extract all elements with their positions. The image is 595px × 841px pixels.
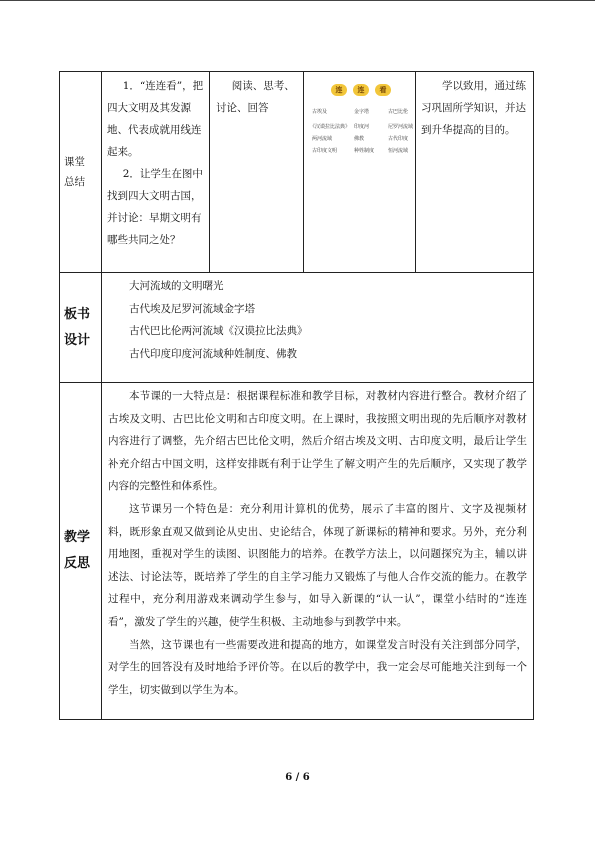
board-line: 古代印度印度河流域种姓制度、佛教 bbox=[129, 347, 297, 360]
label-board-design bbox=[60, 273, 102, 383]
design-purpose: 学以致用，通过练习巩固所学知识，并达到升华提高的目的。 bbox=[421, 80, 526, 136]
row-board-design bbox=[60, 273, 534, 383]
image-text: 金字塔 bbox=[354, 109, 370, 115]
lianlian-kan-image bbox=[304, 72, 415, 192]
label-line: 反思 bbox=[64, 556, 91, 571]
lianlian-image-cell bbox=[304, 72, 416, 273]
lianlian-title bbox=[331, 84, 391, 96]
activity-step-2: 2．让学生在图中找到四大文明古国，并讨论：早期文明有哪些共同之处？ bbox=[107, 168, 203, 246]
title-char: 连 bbox=[353, 84, 369, 96]
label-line: 教学 bbox=[64, 530, 91, 545]
page-number: 6 / 6 bbox=[285, 772, 310, 783]
image-text: 尼罗河流域 bbox=[388, 124, 414, 130]
image-text: 印度河 bbox=[354, 124, 370, 130]
board-design-content bbox=[102, 273, 534, 383]
image-text: 古巴比伦 bbox=[388, 109, 409, 115]
label-class-summary bbox=[60, 72, 102, 273]
image-text: 古代印度 bbox=[388, 136, 409, 142]
label-teaching-reflection bbox=[60, 383, 102, 720]
row-teaching-reflection bbox=[60, 383, 534, 720]
label-line: 总结 bbox=[64, 176, 85, 188]
image-text: 种姓制度 bbox=[354, 148, 375, 154]
image-text: 两河流域 bbox=[312, 136, 333, 142]
lesson-table bbox=[59, 71, 534, 720]
student-activity: 阅读、思考、讨论、回答 bbox=[216, 80, 295, 114]
image-text: 佛教 bbox=[354, 136, 365, 142]
design-purpose-cell bbox=[416, 72, 534, 273]
reflection-paragraph: 这节课另一个特色是：充分利用计算机的优势，展示了丰富的图片、文字及视频材料，既形象直观又做到论从史出、史论结合，体现了新课标的精神和要求。另外，充分利用地图，重视对学生的读图、识图能力的培养。在教学方法上，以问题探究为主，辅以讲述法、讨论法等，既培养了学生的自主学习能力又锻炼了与他人合作交流的能力。在教学过程中，充分利用游戏来调动学生参与，如导入新课的“认一认”，课堂小结时的“连连看”，激发了学生的兴趣，使学生积极、主动地参与到教学中来。 bbox=[108, 502, 527, 628]
image-text: 《汉谟拉比法典》 bbox=[310, 124, 351, 130]
image-text: 古印度文明 bbox=[312, 148, 338, 154]
reflection-paragraph: 当然，这节课也有一些需要改进和提高的地方，如课堂发言时没有关注到部分同学，对学生的回答没有及时地给予评价等。在以后的教学中，我一定会尽可能地关注到每一个学生，切实做到以学生为本。 bbox=[108, 638, 527, 696]
title-char: 连 bbox=[331, 84, 347, 96]
label-line: 设计 bbox=[64, 332, 91, 348]
student-activity-cell bbox=[210, 72, 304, 273]
title-char: 看 bbox=[375, 84, 391, 96]
image-text: 古埃及 bbox=[312, 109, 328, 115]
board-title: 大河流域的文明曙光 bbox=[129, 280, 224, 292]
teacher-activity-cell bbox=[102, 72, 210, 273]
label-line: 板书 bbox=[64, 306, 91, 322]
board-line: 古代巴比伦两河流域《汉谟拉比法典》 bbox=[129, 325, 308, 337]
reflection-content bbox=[102, 383, 534, 720]
board-line: 古代埃及尼罗河流域金字塔 bbox=[129, 302, 255, 315]
image-text: 恒河流域 bbox=[388, 148, 409, 154]
label-line: 课堂 bbox=[64, 156, 85, 168]
activity-step-1: 1．“连连看”，把四大文明及其发源地、代表成就用线连起来。 bbox=[107, 80, 204, 158]
top-rule bbox=[0, 0, 595, 1]
reflection-paragraph: 本节课的一大特点是：根据课程标准和教学目标，对教材内容进行整合。教材介绍了古埃及文明、古巴比伦文明和古印度文明。在上课时，我按照文明出现的先后顺序对教材内容进行了调整，先介绍古巴比伦文明，然后介绍古埃及文明、古印度文明，最后让学生补充介绍古中国文明，这样安排既有利于让学生了解文明产生的先后顺序，又实现了教学内容的完整性和体系性。 bbox=[108, 390, 527, 493]
row-class-summary bbox=[60, 72, 534, 273]
